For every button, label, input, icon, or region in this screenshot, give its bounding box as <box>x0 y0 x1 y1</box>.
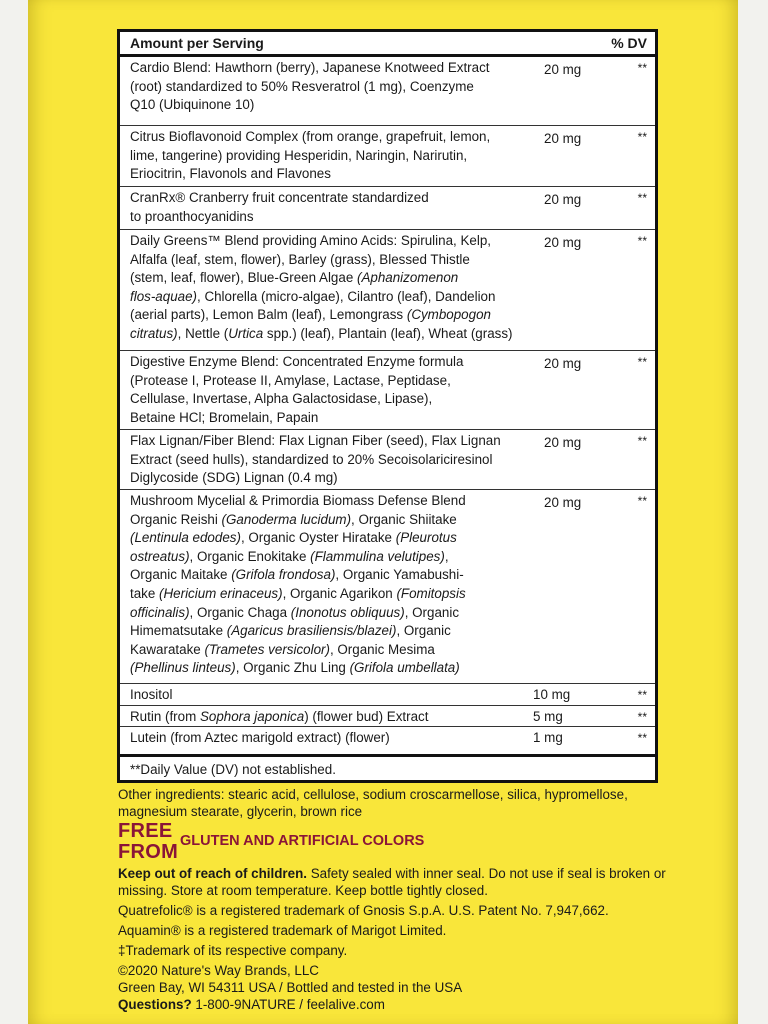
table-row <box>120 57 655 116</box>
ingredient-name: Inositol <box>130 687 173 702</box>
ingredient-amount: 20 mg <box>544 435 582 450</box>
ingredient-name: Cardio Blend: Hawthorn (berry), Japanese Knotweed Extract (root) standardized to 50% Resveratrol (1 mg), Coenzyme Q10 (Ubiquinone 10) <box>130 60 490 113</box>
ingredient-dv: ** <box>637 61 647 75</box>
ingredient-amount: 20 mg <box>544 131 582 146</box>
table-row <box>120 705 655 727</box>
warning-line-2: missing. Store at room temperature. Keep bottle tightly closed. <box>118 883 488 898</box>
ingredient-amount: 20 mg <box>544 495 582 510</box>
table-row <box>120 726 655 754</box>
table-row <box>120 229 655 349</box>
table-row <box>120 429 655 490</box>
ingredient-name: CranRx® Cranberry fruit concentrate standardized to proanthocyanidins <box>130 190 429 224</box>
ingredient-dv: ** <box>637 355 647 369</box>
free-word: FREE <box>118 820 173 842</box>
trademark-aquamin: Aquamin® is a registered trademark of Marigot Limited. <box>118 923 447 938</box>
ingredient-amount: 20 mg <box>544 62 582 77</box>
ingredient-name: Digestive Enzyme Blend: Concentrated Enzyme formula (Protease I, Protease II, Amylase, Lactase, Peptidase, Cellulase, Invertase, Alpha Galactosidase, Lipase), Betaine HCl; Bromelain, Papain <box>130 354 464 425</box>
ingredient-dv: ** <box>637 710 647 724</box>
table-row <box>120 350 655 430</box>
trademark-generic: ‡Trademark of its respective company. <box>118 943 348 958</box>
ingredient-dv: ** <box>637 688 647 702</box>
ingredient-name: Citrus Bioflavonoid Complex (from orange, grapefruit, lemon, lime, tangerine) providing Hesperidin, Naringin, Narirutin, Eriocitrin, Flavonols and Flavones <box>130 129 491 182</box>
table-row <box>120 489 655 684</box>
legal-text <box>118 865 678 1013</box>
ingredient-dv: ** <box>637 234 647 248</box>
contact-line: Questions? 1-800-9NATURE / feelalive.com <box>118 997 385 1012</box>
table-header <box>120 32 655 57</box>
free-from-tagline: GLUTEN AND ARTIFICIAL COLORS <box>180 833 425 849</box>
free-from-badge <box>118 821 678 865</box>
warning-line-1: Keep out of reach of children. Safety sealed with inner seal. Do not use if seal is broken or <box>118 866 666 881</box>
table-row <box>120 125 655 187</box>
ingredient-amount: 10 mg <box>533 687 571 702</box>
trademark-quatrefolic: Quatrefolic® is a registered trademark of Gnosis S.p.A. U.S. Patent No. 7,947,662. <box>118 903 609 918</box>
supplement-facts-table <box>117 29 658 783</box>
ingredient-amount: 20 mg <box>544 235 582 250</box>
table-row <box>120 683 655 706</box>
ingredient-amount: 20 mg <box>544 192 582 207</box>
ingredient-dv: ** <box>637 494 647 508</box>
ingredient-amount: 5 mg <box>533 709 563 724</box>
ingredient-name: Daily Greens™ Blend providing Amino Acids: Spirulina, Kelp, Alfalfa (leaf, stem, flower), Barley (grass), Blessed Thistle (stem, leaf, flower), Blue-Green Algae (Aphanizomenon flos-aquae), Chlorella (micro-algae), Cilantro (leaf), Dandelion (aerial parts), Lemon Balm (leaf), Lemongrass (Cymbopogon citratus), Nettle (Urtica spp.) (leaf), Plantain (leaf), Wheat (grass) <box>130 233 513 341</box>
ingredient-name: Mushroom Mycelial & Primordia Biomass Defense Blend Organic Reishi (Ganoderma lucidum), Organic Shiitake (Lentinula edodes), Organic Oyster Hiratake (Pleurotus ostreatus), Organic Enokitake (Flammulina velutipes), Organic Maitake (Grifola frondosa), Organic Yamabushi- take (Hericium erinaceus), Organic Agarikon (Fomitopsis officinalis), Organic Chaga (Inonotus obliquus), Organic Himematsutake (Agaricus brasiliensis/blazei), Organic Kawaratake (Trametes versicolor), Organic Mesima (Phellinus linteus), Organic Zhu Ling (Grifola umbellata) <box>130 493 466 676</box>
daily-value-footnote: **Daily Value (DV) not established. <box>120 754 655 783</box>
ingredient-dv: ** <box>637 434 647 448</box>
address: Green Bay, WI 54311 USA / Bottled and tested in the USA <box>118 980 463 995</box>
ingredient-name: Lutein (from Aztec marigold extract) (flower) <box>130 730 390 745</box>
from-word: FROM <box>118 841 179 863</box>
amount-per-serving-label: Amount per Serving <box>130 35 264 51</box>
ingredient-dv: ** <box>637 130 647 144</box>
ingredient-dv: ** <box>637 191 647 205</box>
ingredient-dv: ** <box>637 731 647 745</box>
copyright: ©2020 Nature's Way Brands, LLC <box>118 963 319 978</box>
ingredient-name: Flax Lignan/Fiber Blend: Flax Lignan Fiber (seed), Flax Lignan Extract (seed hulls), standardized to 20% Secoisolariciresinol Diglycoside (SDG) Lignan (0.4 mg) <box>130 433 501 486</box>
ingredient-name: Rutin (from Sophora japonica) (flower bud) Extract <box>130 709 429 724</box>
ingredient-amount: 1 mg <box>533 730 563 745</box>
ingredient-amount: 20 mg <box>544 356 582 371</box>
table-row <box>120 186 655 231</box>
other-ingredients: Other ingredients: stearic acid, cellulose, sodium croscarmellose, silica, hypromellose, magnesium stearate, glycerin, brown rice <box>118 787 628 819</box>
dv-label: % DV <box>611 35 647 51</box>
